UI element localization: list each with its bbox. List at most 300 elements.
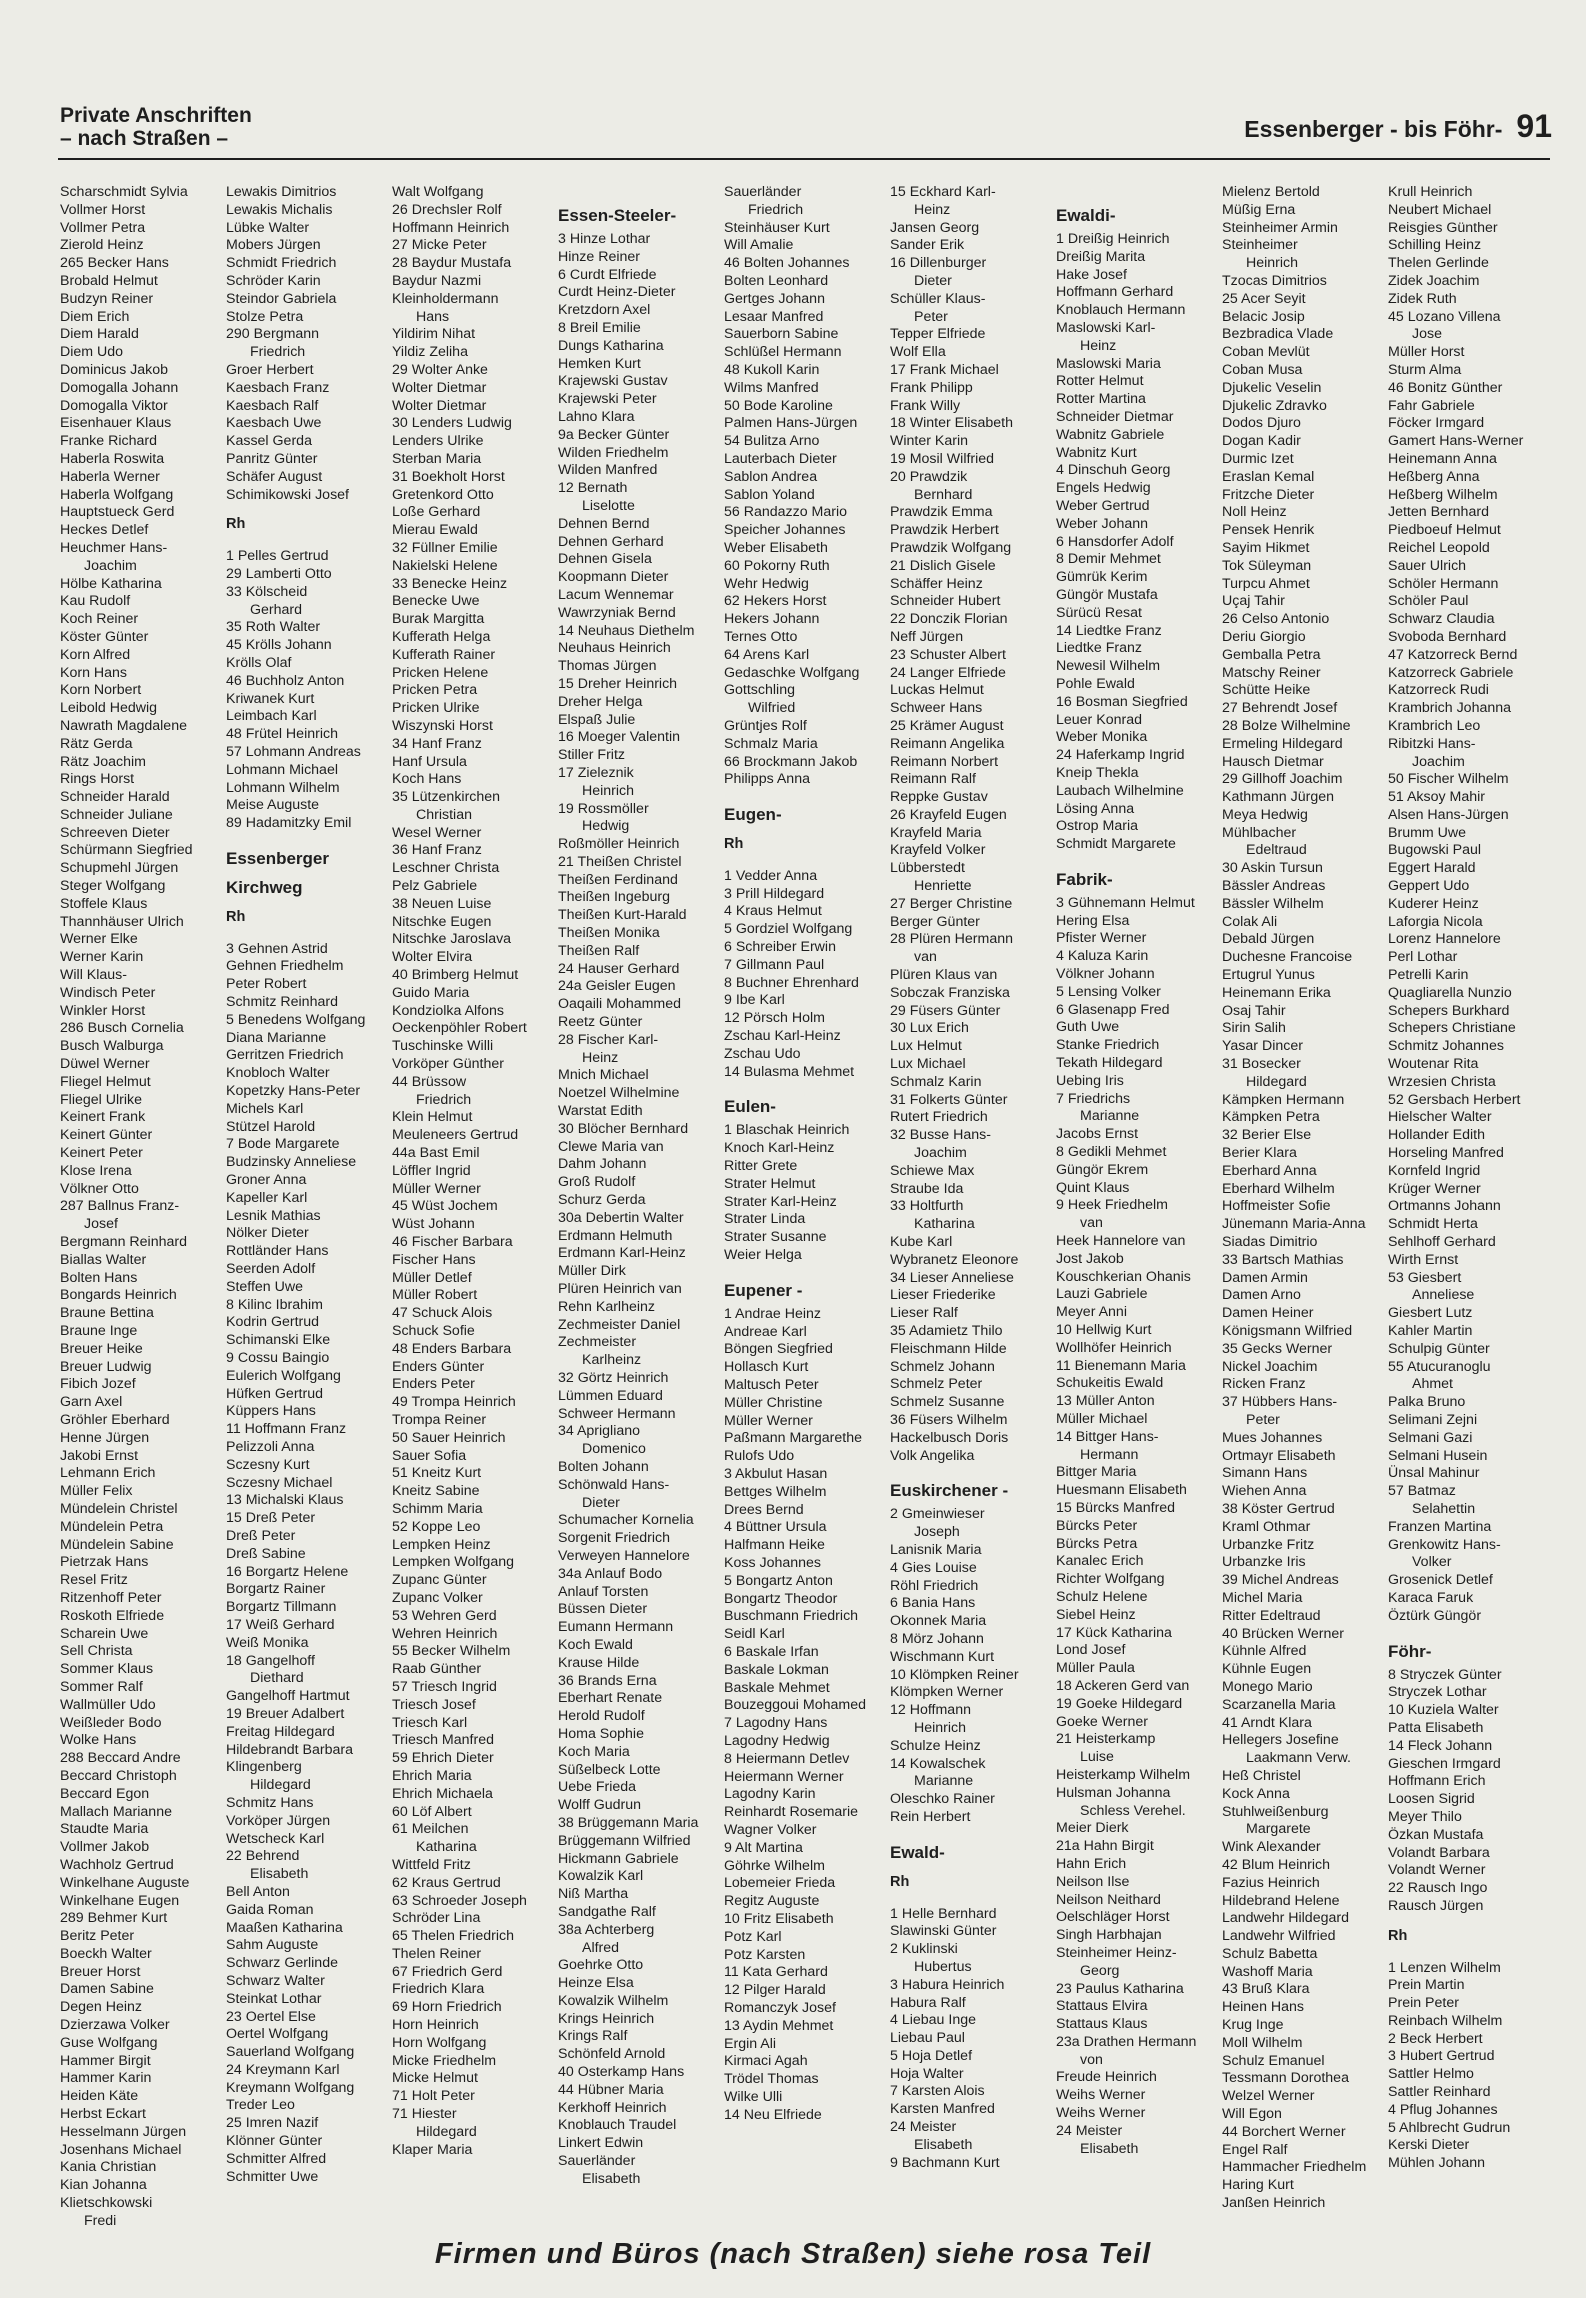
resident-entry: Enders Günter xyxy=(392,1358,485,1375)
resident-entry: Lübke Walter xyxy=(226,219,310,236)
resident-entry: Haberla Werner xyxy=(60,468,160,485)
resident-entry: Hackelbusch Doris xyxy=(890,1429,1009,1446)
resident-entry: Lagodny Karin xyxy=(724,1786,816,1803)
resident-entry: Franke Richard xyxy=(60,433,157,450)
resident-entry: 25 Acer Seyit xyxy=(1222,290,1306,307)
resident-entry: Hermann xyxy=(1080,1446,1139,1463)
resident-entry: Weißleder Bodo xyxy=(60,1714,162,1731)
resident-entry: 26 Celso Antonio xyxy=(1222,611,1330,628)
street-heading: Kirchweg xyxy=(226,877,303,897)
resident-entry: Hoffmann Erich xyxy=(1388,1773,1486,1790)
resident-entry: Coban Musa xyxy=(1222,361,1303,378)
resident-entry: Goehrke Otto xyxy=(558,1957,644,1974)
resident-entry: Hoffmann Heinrich xyxy=(392,219,510,236)
resident-entry: 33 Kölscheid xyxy=(226,583,308,600)
resident-entry: Küppers Hans xyxy=(226,1403,316,1420)
resident-entry: Wink Alexander xyxy=(1222,1839,1321,1856)
resident-entry: 21 Heisterkamp xyxy=(1056,1731,1156,1748)
resident-entry: 28 Fischer Karl- xyxy=(558,1031,659,1048)
resident-entry: Seerden Adolf xyxy=(226,1261,316,1278)
resident-entry: Schimm Maria xyxy=(392,1500,483,1517)
resident-entry: Steinheimer Armin xyxy=(1222,219,1338,236)
resident-entry: 33 Bartsch Mathias xyxy=(1222,1251,1344,1268)
resident-entry: Krings Ralf xyxy=(558,2028,628,2045)
resident-entry: Quint Klaus xyxy=(1056,1179,1130,1196)
resident-entry: 30 Askin Tursun xyxy=(1222,860,1323,877)
resident-entry: Hammer Birgit xyxy=(60,2052,151,2069)
resident-entry: Micke Helmut xyxy=(392,2070,478,2087)
resident-entry: Wilms Manfred xyxy=(724,379,819,396)
resident-entry: Gertges Johann xyxy=(724,290,825,307)
resident-entry: Klose Irena xyxy=(60,1162,132,1179)
resident-entry: Wehren Heinrich xyxy=(392,1625,498,1642)
resident-entry: Volandt Barbara xyxy=(1388,1844,1490,1861)
resident-entry: Plüren Klaus van xyxy=(890,967,998,984)
resident-entry: Heuchmer Hans- xyxy=(60,539,168,556)
resident-entry: 46 Fischer Barbara xyxy=(392,1234,513,1251)
resident-entry: 53 Giesbert xyxy=(1388,1269,1462,1286)
resident-entry: 33 Benecke Heinz xyxy=(392,575,508,592)
resident-entry: Rutert Friedrich xyxy=(890,1109,988,1126)
resident-entry: Triesch Karl xyxy=(392,1714,468,1731)
listing-column xyxy=(1388,184,1554,2214)
resident-entry: 2 Gmeinwieser xyxy=(890,1506,985,1523)
resident-entry: Grüntjes Rolf xyxy=(724,717,807,734)
resident-entry: 52 Koppe Leo xyxy=(392,1518,481,1535)
resident-entry: Lesaar Manfred xyxy=(724,308,824,325)
resident-entry: Luise xyxy=(1080,1749,1114,1766)
resident-entry: Wolke Hans xyxy=(60,1732,137,1749)
resident-entry: Sturm Alma xyxy=(1388,361,1462,378)
resident-entry: Stiller Fritz xyxy=(558,747,625,764)
resident-entry: Joachim xyxy=(914,1145,967,1162)
resident-entry: Müller Horst xyxy=(1388,344,1465,361)
resident-entry: Dungs Katharina xyxy=(558,337,664,354)
resident-entry: 57 Triesch Ingrid xyxy=(392,1678,497,1695)
resident-entry: Koch Reiner xyxy=(60,611,139,628)
street-heading: Essen-Steeler- xyxy=(558,206,677,225)
side-marker: Rh xyxy=(890,1873,910,1890)
resident-entry: Hollander Edith xyxy=(1388,1127,1486,1144)
resident-entry: Güngör Ekrem xyxy=(1056,1161,1149,1178)
spacer xyxy=(890,1827,1056,1833)
resident-entry: 24 Langer Elfriede xyxy=(890,664,1006,681)
resident-entry: 40 Brücken Werner xyxy=(1222,1625,1344,1642)
resident-entry: Bässler Wilhelm xyxy=(1222,895,1324,912)
resident-entry: Liebau Paul xyxy=(890,2030,965,2047)
resident-entry: Sommer Ralf xyxy=(60,1678,143,1695)
resident-entry: Potz Karsten xyxy=(724,1946,806,1963)
resident-entry: Groß Rudolf xyxy=(558,1174,636,1191)
resident-entry: Loße Gerhard xyxy=(392,504,481,521)
resident-entry: Simann Hans xyxy=(1222,1465,1308,1482)
resident-entry: Sommer Klaus xyxy=(60,1661,154,1678)
resident-entry: 22 Behrend xyxy=(226,1848,300,1865)
resident-entry: Nitschke Jaroslava xyxy=(392,931,512,948)
resident-entry: Will Egon xyxy=(1222,2106,1282,2123)
spacer xyxy=(1056,854,1222,860)
resident-entry: Schukeitis Ewald xyxy=(1056,1375,1164,1392)
resident-entry: Heckes Detlef xyxy=(60,522,149,539)
resident-entry: 38a Achterberg xyxy=(558,1921,655,1938)
resident-entry: Yildirim Nihat xyxy=(392,326,476,343)
resident-entry: Hinze Reiner xyxy=(558,248,641,265)
street-heading: Fabrik- xyxy=(1056,869,1113,889)
listing-column xyxy=(724,184,890,2214)
resident-entry: 8 Heiermann Detlev xyxy=(724,1750,850,1767)
resident-entry: Schüller Klaus- xyxy=(890,290,986,307)
resident-entry: 18 Ackeren Gerd van xyxy=(1056,1677,1190,1694)
resident-entry: 28 Bolze Wilhelmine xyxy=(1222,717,1351,734)
resident-entry: Mielenz Bertold xyxy=(1222,184,1320,200)
resident-entry: Mobers Jürgen xyxy=(226,237,321,254)
resident-entry: Turpcu Ahmet xyxy=(1222,575,1310,592)
resident-entry: Schwarz Walter xyxy=(226,1972,325,1989)
resident-entry: Steindor Gabriela xyxy=(226,290,337,307)
resident-entry: Dahm Johann xyxy=(558,1156,647,1173)
resident-entry: Thannhäuser Ulrich xyxy=(60,913,184,930)
resident-entry: Leuer Konrad xyxy=(1056,711,1142,728)
resident-entry: Thomas Jürgen xyxy=(558,658,657,675)
resident-entry: Gehnen Friedhelm xyxy=(226,958,344,975)
resident-entry: 42 Blum Heinrich xyxy=(1222,1856,1331,1873)
resident-entry: Reinhardt Rosemarie xyxy=(724,1804,859,1821)
resident-entry: Speicher Johannes xyxy=(724,522,846,539)
resident-entry: 1 Blaschak Heinrich xyxy=(724,1122,850,1139)
resident-entry: von xyxy=(1080,2051,1103,2068)
resident-entry: Strater Karl-Heinz xyxy=(724,1193,837,1210)
spacer xyxy=(226,504,392,510)
resident-entry: Peter xyxy=(1246,1411,1280,1428)
resident-entry: Braune Bettina xyxy=(60,1305,154,1322)
resident-entry: 3 Hinze Lothar xyxy=(558,231,651,247)
resident-entry: Singh Harbhajan xyxy=(1056,1927,1162,1944)
resident-entry: Kerski Dieter xyxy=(1388,2137,1470,2154)
resident-entry: Sorgenit Friedrich xyxy=(558,1530,670,1547)
resident-entry: Lobemeier Frieda xyxy=(724,1875,836,1892)
resident-entry: Schmalz Maria xyxy=(724,735,818,752)
resident-entry: Wilke Ulli xyxy=(724,2088,783,2105)
resident-entry: 21 Theißen Christel xyxy=(558,853,682,870)
resident-entry: Hubertus xyxy=(914,1958,972,1975)
resident-entry: 22 Rausch Ingo xyxy=(1388,1880,1488,1897)
resident-entry: 4 Liebau Inge xyxy=(890,2012,976,2029)
resident-entry: Guido Maria xyxy=(392,984,470,1001)
resident-entry: Müller Robert xyxy=(392,1287,478,1304)
resident-entry: Hildebrandt Barbara xyxy=(226,1741,353,1758)
resident-entry: Wilden Manfred xyxy=(558,462,658,479)
resident-entry: Weber Monika xyxy=(1056,729,1148,746)
spacer xyxy=(1056,190,1222,196)
resident-entry: Paßmann Margarethe xyxy=(724,1430,863,1447)
resident-entry: Luckas Helmut xyxy=(890,682,984,699)
resident-entry: Engel Ralf xyxy=(1222,2141,1288,2158)
resident-entry: Washoff Maria xyxy=(1222,1963,1313,1980)
resident-entry: Schmitz Reinhard xyxy=(226,994,338,1011)
resident-entry: Resel Fritz xyxy=(60,1572,128,1589)
resident-entry: Richter Wolfgang xyxy=(1056,1571,1165,1588)
resident-entry: Schäffer Heinz xyxy=(890,575,983,592)
resident-entry: Kaesbach Uwe xyxy=(226,415,322,432)
resident-entry: Diana Marianne xyxy=(226,1029,327,1046)
resident-entry: 49 Trompa Heinrich xyxy=(392,1394,516,1411)
resident-entry: Wetscheck Karl xyxy=(226,1830,325,1847)
resident-entry: Peter Robert xyxy=(226,976,307,993)
resident-entry: Müller Christine xyxy=(724,1394,823,1411)
resident-entry: Henriette xyxy=(914,878,972,895)
resident-entry: Wabnitz Kurt xyxy=(1056,444,1137,461)
resident-entry: 5 Ahlbrecht Gudrun xyxy=(1388,2119,1511,2136)
resident-entry: Kämpken Petra xyxy=(1222,1109,1320,1126)
resident-entry: Müller Werner xyxy=(392,1180,481,1197)
resident-entry: Katharina xyxy=(914,1216,975,1233)
resident-entry: Steinhäuser Kurt xyxy=(724,219,830,236)
resident-entry: Dominicus Jakob xyxy=(60,361,169,378)
resident-entry: Müller Dirk xyxy=(558,1263,626,1280)
resident-entry: Kapeller Karl xyxy=(226,1189,308,1206)
street-heading: Eugen- xyxy=(724,805,782,825)
resident-entry: Ertugrul Yunus xyxy=(1222,967,1315,984)
resident-entry: Heinen Hans xyxy=(1222,1999,1305,2016)
resident-entry: Wolter Dietmar xyxy=(392,397,487,414)
resident-entry: 7 Gillmann Paul xyxy=(724,956,825,973)
resident-entry: 1 Vedder Anna xyxy=(724,867,818,884)
resident-entry: Krayfeld Maria xyxy=(890,824,982,841)
resident-entry: Schröder Lina xyxy=(392,1910,481,1927)
resident-entry: Lacum Wennemar xyxy=(558,586,674,603)
resident-entry: 3 Gühnemann Helmut xyxy=(1056,894,1195,911)
resident-entry: Stanke Friedrich xyxy=(1056,1037,1160,1054)
resident-entry: Schürmann Siegfried xyxy=(60,842,193,859)
resident-entry: Gretenkord Otto xyxy=(392,486,494,503)
resident-entry: Deriu Giorgio xyxy=(1222,628,1306,645)
resident-entry: Heßberg Wilhelm xyxy=(1388,486,1498,503)
resident-entry: Zidek Joachim xyxy=(1388,272,1480,289)
resident-entry: Mündelein Christel xyxy=(60,1500,178,1517)
resident-entry: Brobald Helmut xyxy=(60,272,158,289)
resident-entry: Gemballa Petra xyxy=(1222,646,1321,663)
resident-entry: Tessmann Dorothea xyxy=(1222,2070,1349,2087)
resident-entry: Steger Wolfgang xyxy=(60,878,166,895)
resident-entry: Klömpken Werner xyxy=(890,1684,1004,1701)
resident-entry: Neubert Michael xyxy=(1388,201,1492,218)
resident-entry: Heinrich xyxy=(1246,255,1299,272)
resident-entry: Bernhard xyxy=(914,486,973,503)
resident-entry: Schmelz Susanne xyxy=(890,1394,1005,1411)
resident-entry: Böngen Siegfried xyxy=(724,1341,833,1358)
resident-entry: Keinert Frank xyxy=(60,1109,146,1126)
resident-entry: Kraml Othmar xyxy=(1222,1518,1311,1535)
resident-entry: Ricken Franz xyxy=(1222,1376,1306,1393)
resident-entry: Halfmann Heike xyxy=(724,1537,825,1554)
resident-entry: Seidl Karl xyxy=(724,1626,785,1643)
resident-entry: Beritz Peter xyxy=(60,1928,135,1945)
resident-entry: Meier Dierk xyxy=(1056,1820,1129,1837)
resident-entry: Patta Elisabeth xyxy=(1388,1719,1484,1736)
resident-entry: Pietrzak Hans xyxy=(60,1554,149,1571)
side-marker: Rh xyxy=(226,516,246,533)
resident-entry: Andreae Karl xyxy=(724,1323,807,1340)
resident-entry: Schönwald Hans- xyxy=(558,1476,670,1493)
resident-entry: Oeckenpöhler Robert xyxy=(392,1020,527,1037)
resident-entry: Schiewe Max xyxy=(890,1162,975,1179)
resident-entry: Sablon Yoland xyxy=(724,486,815,503)
resident-entry: 32 Görtz Heinrich xyxy=(558,1370,669,1386)
resident-entry: Hoja Walter xyxy=(890,2065,964,2082)
resident-entry: 19 Mosil Wilfried xyxy=(890,450,995,467)
resident-entry: Joachim xyxy=(1412,753,1465,770)
resident-entry: Hans xyxy=(416,308,450,325)
resident-entry: Windisch Peter xyxy=(60,984,156,1001)
resident-entry: Klingenberg xyxy=(226,1759,302,1776)
resident-entry: Belacic Josip xyxy=(1222,308,1305,325)
resident-entry: Theißen Kurt-Harald xyxy=(558,907,687,924)
resident-entry: Raab Günther xyxy=(392,1661,482,1678)
resident-entry: Kuderer Heinz xyxy=(1388,895,1479,912)
resident-entry: Boeckh Walter xyxy=(60,1945,152,1962)
resident-entry: Schepers Christiane xyxy=(1388,1020,1516,1037)
resident-entry: 4 Büttner Ursula xyxy=(724,1519,827,1536)
resident-entry: Karsten Manfred xyxy=(890,2101,995,2118)
resident-entry: 287 Ballnus Franz- xyxy=(60,1198,180,1215)
resident-entry: Wawrzyniak Bernd xyxy=(558,604,676,621)
resident-entry: 3 Hubert Gertrud xyxy=(1388,2048,1495,2065)
resident-entry: Lux Michael xyxy=(890,1056,966,1073)
resident-entry: Wallmüller Udo xyxy=(60,1696,156,1713)
resident-entry: Bongartz Theodor xyxy=(724,1590,838,1607)
resident-entry: Eggert Harald xyxy=(1388,860,1476,877)
resident-entry: Marianne xyxy=(914,1773,974,1790)
resident-entry: Haring Kurt xyxy=(1222,2177,1294,2194)
resident-entry: 289 Behmer Kurt xyxy=(60,1910,168,1927)
spacer xyxy=(890,1465,1056,1471)
resident-entry: 25 Imren Nazif xyxy=(226,2115,319,2132)
resident-entry: Damen Arno xyxy=(1222,1287,1301,1304)
resident-entry: 29 Füsers Günter xyxy=(890,1002,1001,1019)
resident-entry: Schurz Gerda xyxy=(558,1192,646,1209)
resident-entry: Stuhlweißenburg xyxy=(1222,1803,1329,1820)
listing-column xyxy=(558,184,724,2214)
resident-entry: Heiden Käte xyxy=(60,2088,139,2105)
resident-entry: Strater Helmut xyxy=(724,1175,816,1192)
street-range: Essenberger - bis Föhr- xyxy=(1244,116,1503,142)
resident-entry: 48 Kukoll Karin xyxy=(724,361,820,378)
resident-entry: Triesch Josef xyxy=(392,1696,476,1713)
resident-entry: Lanisnik Maria xyxy=(890,1541,982,1558)
resident-entry: Lond Josef xyxy=(1056,1642,1126,1659)
resident-entry: Heinemann Erika xyxy=(1222,984,1331,1001)
resident-entry: 8 Buchner Ehrenhard xyxy=(724,974,859,991)
resident-entry: Gangelhoff Hartmut xyxy=(226,1688,350,1705)
resident-entry: Perl Lothar xyxy=(1388,949,1458,966)
resident-entry: Ortmanns Johann xyxy=(1388,1198,1501,1215)
resident-entry: 16 Dillenburger xyxy=(890,255,987,272)
resident-entry: Schulz Emanuel xyxy=(1222,2052,1325,2069)
resident-entry: Ritzenhoff Peter xyxy=(60,1589,162,1606)
resident-entry: 69 Horn Friedrich xyxy=(392,1999,502,2016)
resident-entry: Anneliese xyxy=(1412,1287,1475,1304)
resident-entry: Weiß Monika xyxy=(226,1634,309,1651)
resident-entry: 6 Hansdorfer Adolf xyxy=(1056,533,1174,550)
resident-entry: Biallas Walter xyxy=(60,1251,147,1268)
resident-entry: Schmidt Margarete xyxy=(1056,836,1176,853)
resident-entry: Werner Karin xyxy=(60,949,144,966)
resident-entry: 11 Bienemann Maria xyxy=(1056,1357,1186,1374)
resident-entry: Strater Susanne xyxy=(724,1229,827,1246)
resident-entry: 12 Hoffmann xyxy=(890,1702,971,1719)
resident-entry: 17 Frank Michael xyxy=(890,361,999,378)
resident-entry: Bürcks Petra xyxy=(1056,1535,1138,1552)
resident-entry: 35 Adamietz Thilo xyxy=(890,1323,1003,1339)
resident-entry: Meyer Thilo xyxy=(1388,1808,1462,1825)
resident-entry: Pfister Werner xyxy=(1056,930,1147,947)
resident-entry: Hollasch Kurt xyxy=(724,1359,809,1376)
resident-entry: Reimann Angelika xyxy=(890,735,1005,752)
resident-entry: 67 Friedrich Gerd xyxy=(392,1963,503,1980)
resident-entry: Colak Ali xyxy=(1222,913,1278,930)
resident-entry: Hesselmann Jürgen xyxy=(60,2123,187,2140)
resident-entry: Roskoth Elfriede xyxy=(60,1607,165,1624)
resident-entry: Reinbach Wilhelm xyxy=(1388,2012,1503,2029)
resident-entry: 66 Brockmann Jakob xyxy=(724,753,858,770)
resident-entry: Dogan Kadir xyxy=(1222,433,1301,450)
resident-entry: Vollmer Petra xyxy=(60,219,146,236)
resident-entry: Benecke Uwe xyxy=(392,593,480,610)
resident-entry: Düwel Werner xyxy=(60,1056,150,1073)
resident-entry: Regitz Auguste xyxy=(724,1893,820,1910)
resident-entry: Gedaschke Wolfgang xyxy=(724,664,860,681)
spacer xyxy=(724,789,890,795)
resident-entry: Schuck Sofie xyxy=(392,1323,475,1339)
resident-entry: Siebel Heinz xyxy=(1056,1606,1136,1623)
resident-entry: Werner Elke xyxy=(60,931,138,948)
spacer xyxy=(1388,1626,1554,1632)
resident-entry: Schulz Helene xyxy=(1056,1588,1148,1605)
resident-entry: van xyxy=(1080,1215,1103,1232)
resident-entry: Fischer Hans xyxy=(392,1251,476,1268)
resident-entry: Kowalzik Wilhelm xyxy=(558,1992,669,2009)
resident-entry: Bezbradica Vlade xyxy=(1222,326,1334,343)
resident-entry: Coban Mevlüt xyxy=(1222,344,1310,361)
resident-entry: Hildegard xyxy=(1246,1073,1307,1090)
resident-entry: Kneip Thekla xyxy=(1056,764,1139,781)
resident-entry: Welzel Werner xyxy=(1222,2088,1315,2105)
resident-entry: Haberla Roswita xyxy=(60,450,165,467)
resident-entry: Okonnek Maria xyxy=(890,1613,987,1630)
resident-entry: Brüggemann Wilfried xyxy=(558,1832,691,1849)
resident-entry: Sauer Sofia xyxy=(392,1447,467,1464)
resident-entry: Josenhans Michael xyxy=(60,2141,182,2158)
resident-entry: 1 Dreißig Heinrich xyxy=(1056,231,1170,247)
resident-entry: Sander Erik xyxy=(890,237,965,254)
resident-entry: Hake Josef xyxy=(1056,266,1127,283)
resident-entry: Kathmann Jürgen xyxy=(1222,789,1334,806)
resident-entry: 60 Löf Albert xyxy=(392,1803,472,1820)
resident-entry: Sirin Salih xyxy=(1222,1020,1286,1037)
resident-entry: Rätz Gerda xyxy=(60,735,133,752)
resident-entry: Koch Ewald xyxy=(558,1636,633,1653)
resident-entry: Frank Willy xyxy=(890,397,961,414)
resident-entry: Lauzi Gabriele xyxy=(1056,1286,1148,1303)
resident-entry: 38 Neuen Luise xyxy=(392,895,492,912)
resident-entry: Scharschmidt Sylvia xyxy=(60,184,188,200)
resident-entry: Djukelic Zdravko xyxy=(1222,397,1327,414)
resident-entry: Yasar Dincer xyxy=(1222,1038,1303,1055)
resident-entry: 48 Frütel Heinrich xyxy=(226,726,338,743)
resident-entry: Lübberstedt xyxy=(890,860,965,877)
resident-entry: 5 Benedens Wolfgang xyxy=(226,1011,366,1028)
resident-entry: Zierold Heinz xyxy=(60,237,144,254)
